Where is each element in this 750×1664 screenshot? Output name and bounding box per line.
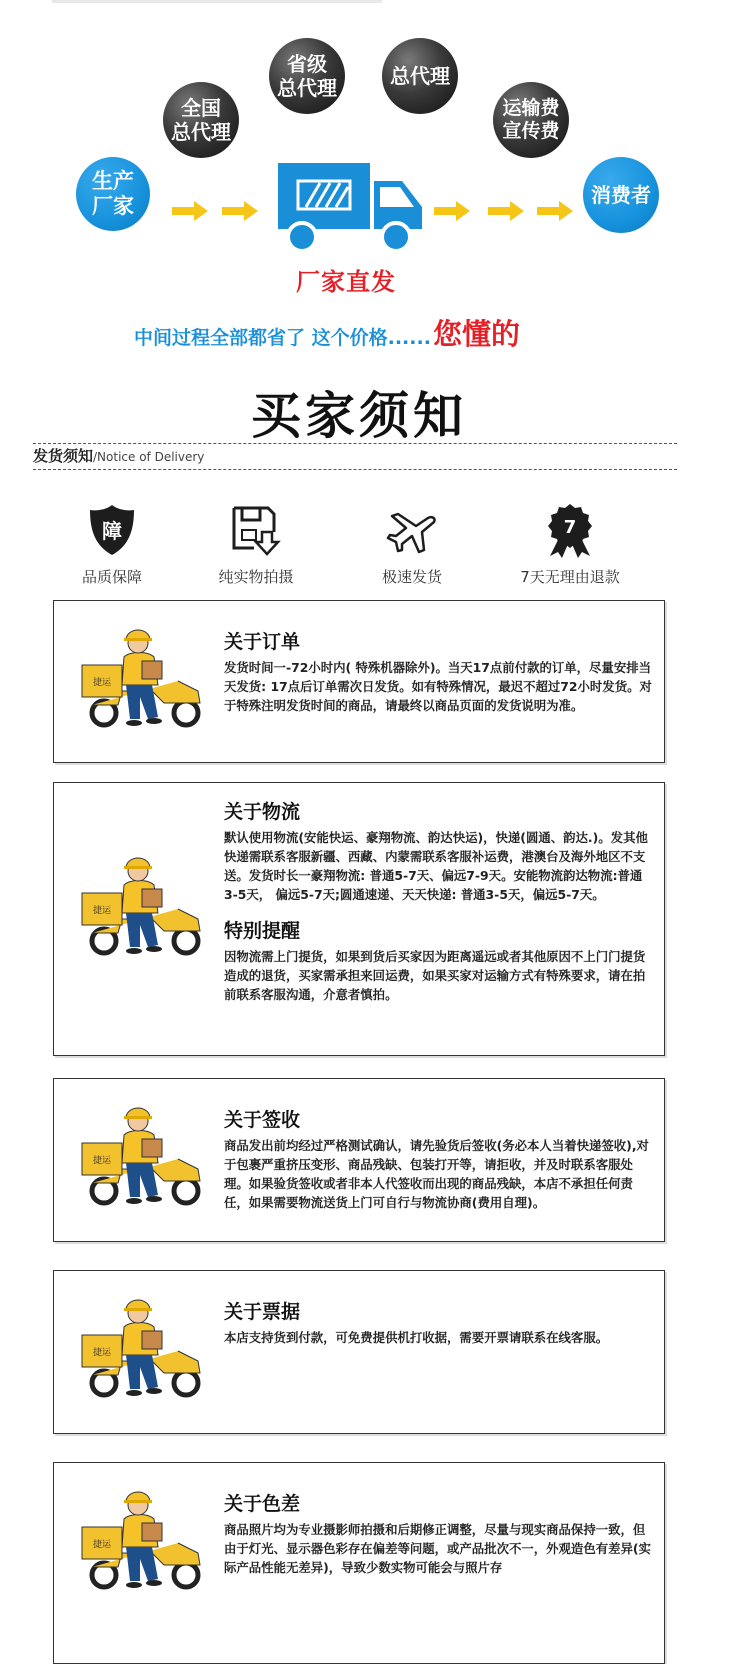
feature-label: 7天无理由退款 bbox=[520, 568, 620, 586]
arrow-right-icon bbox=[434, 201, 470, 221]
ribbon-seven-icon bbox=[542, 502, 598, 558]
node-national-agent: 全国 总代理 bbox=[163, 82, 239, 158]
airplane-icon bbox=[384, 502, 440, 558]
node-fees: 运输费 宣传费 bbox=[493, 82, 569, 158]
node-producer: 生产 厂家 bbox=[76, 157, 150, 231]
slogan-main: 中间过程全部都省了 这个价格...... bbox=[134, 327, 431, 349]
card-text: 商品照片均为专业摄影师拍摄和后期修正调整，尽量与现实商品保持一致，但由于灯光、显示器色彩存在偏差等问题，或产品批次不一，外观造色有差异(实际产品性能无差异)，导致少数实物可能会与照片存 bbox=[224, 1522, 651, 1575]
card-title: 关于签收 bbox=[224, 1109, 301, 1131]
save-photo-icon bbox=[228, 502, 284, 558]
arrow-right-icon bbox=[222, 201, 258, 221]
courier-icon bbox=[78, 1097, 208, 1223]
card-text: 默认使用物流(安能快运、豪翔物流、韵达快运)，快递(圆通、韵达.)。发其他快递需联系客服新疆、西藏、内蒙需联系客服补运费，港澳台及海外地区不支送。发货时长一豪翔物流: 普通5-7天、偏远7-9天。安能物流韵达物流:普通3-5天， 偏远5-7天;圆通速递、天天快递: 普通3-5天，偏远5-7天。 bbox=[224, 830, 648, 902]
svg-text:障: 障 bbox=[102, 519, 122, 543]
delivery-notice-header bbox=[33, 443, 677, 470]
card-color-diff bbox=[53, 1462, 665, 1664]
card-text: 本店支持货到付款，可免费提供机打收据，需要开票请联系在线客服。 bbox=[224, 1330, 609, 1345]
courier-icon bbox=[78, 1289, 208, 1415]
svg-text:7: 7 bbox=[563, 517, 577, 538]
card-subtitle: 特别提醒 bbox=[224, 920, 301, 942]
node-consumer: 消费者 bbox=[583, 157, 659, 233]
feature-row bbox=[40, 502, 680, 592]
feature-label: 纯实物拍摄 bbox=[218, 568, 294, 586]
delivery-notice-cn: 发货须知 bbox=[33, 447, 94, 465]
card-title: 关于订单 bbox=[224, 631, 301, 653]
card-text: 商品发出前均经过严格测试确认，请先验货后签收(务必本人当着快递签收),对于包裹严重挤压变形、商品残缺、包装打开等，请拒收，并及时联系客服处理。如果验货签收或者非本人代签收而出现的商品残缺，本店不承担任何责任，如果需要物流送货上门可自行与物流协商(费用自理)。 bbox=[224, 1138, 649, 1210]
card-title: 关于物流 bbox=[224, 801, 301, 823]
card-subtext: 因物流需上门提货，如果到货后买家因为距离遥远或者其他原因不上门门提货造成的退货，买家需承担来回运费，如果买家对运输方式有特殊要求，请在拍前联系客服沟通，介意者慎拍。 bbox=[224, 949, 646, 1002]
node-provincial-agent: 省级 总代理 bbox=[269, 38, 345, 114]
arrow-right-icon bbox=[172, 201, 208, 221]
arrow-right-icon bbox=[537, 201, 573, 221]
truck-icon bbox=[276, 157, 424, 257]
card-text: 发货时间一-72小时内( 特殊机器除外)。当天17点前付款的订单，尽量安排当天发货: 17点后订单需次日发货。如有特殊情况，最迟不超过72小时发货。对于特殊注明发货时间的商品，请最终以商品页面的发货说明为准。 bbox=[224, 660, 652, 713]
feature-refund bbox=[490, 502, 650, 587]
delivery-notice-en: /Notice of Delivery bbox=[93, 450, 205, 464]
feature-fast-ship bbox=[332, 502, 492, 587]
truck-caption: 厂家直发 bbox=[296, 268, 396, 296]
top-divider bbox=[52, 0, 382, 3]
arrow-right-icon bbox=[488, 201, 524, 221]
card-title: 关于票据 bbox=[224, 1301, 301, 1323]
courier-icon bbox=[78, 1481, 208, 1607]
card-title: 关于色差 bbox=[224, 1493, 301, 1515]
card-invoice bbox=[53, 1270, 665, 1434]
courier-icon bbox=[78, 619, 208, 745]
card-signing bbox=[53, 1078, 665, 1242]
slogan bbox=[134, 312, 520, 353]
node-general-agent: 总代理 bbox=[382, 38, 458, 114]
feature-quality bbox=[32, 502, 192, 587]
shield-icon bbox=[84, 502, 140, 558]
buyer-notice-title: 买家须知 bbox=[251, 387, 467, 445]
card-logistics bbox=[53, 782, 665, 1056]
feature-label: 极速发货 bbox=[381, 568, 442, 586]
courier-icon bbox=[78, 847, 208, 973]
slogan-highlight: 您懂的 bbox=[432, 317, 520, 351]
feature-real-photo bbox=[176, 502, 336, 587]
feature-label: 品质保障 bbox=[81, 568, 142, 586]
card-order bbox=[53, 600, 665, 763]
